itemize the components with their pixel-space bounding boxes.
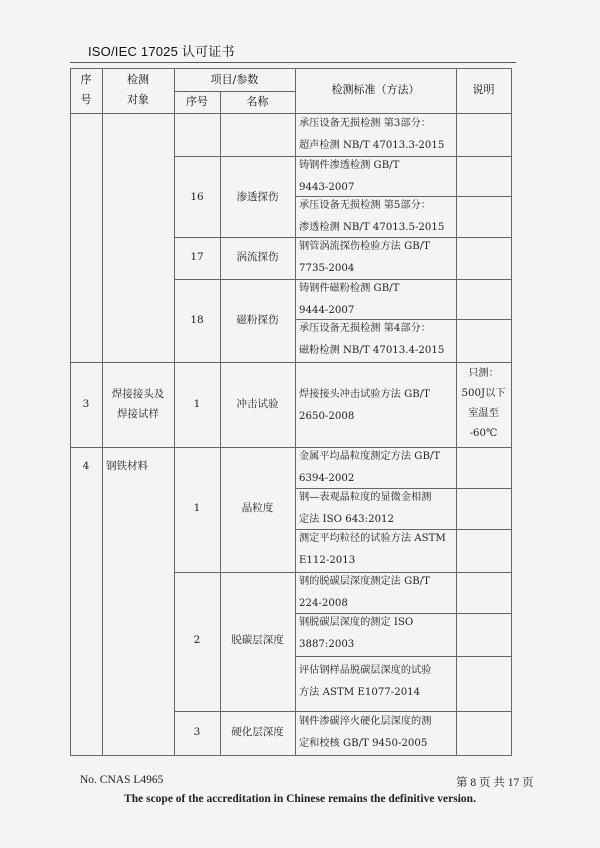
header-item-param: 项目/参数 — [210, 73, 259, 86]
table-border-top — [70, 68, 512, 69]
item-name: 晶粒度 — [241, 502, 274, 514]
item-no: 18 — [190, 314, 204, 326]
item-no: 1 — [193, 502, 201, 514]
row-object: 焊接接头及 焊接试样 — [111, 388, 165, 420]
standard-cell: 钢件渗碳淬火硬化层深度的测 定和校核 GB/T 9450-2005 — [299, 716, 432, 749]
table-border-right — [511, 68, 512, 756]
item-name: 脱碳层深度 — [231, 634, 284, 646]
item-no: 3 — [193, 726, 201, 738]
standard-cell: 钢—表观晶粒度的显微金相测 定法 ISO 643:2012 — [299, 492, 432, 525]
standard-cell: 承压设备无损检测 第5部分： 渗透检测 NB/T 47013.5-2015 — [299, 200, 445, 233]
standard-cell: 钢脱碳层深度的测定 ISO 3887:2003 — [299, 617, 414, 650]
row-seq: 3 — [82, 398, 90, 410]
row-seq: 4 — [82, 460, 90, 472]
header-item-name: 名称 — [246, 95, 269, 108]
certificate-number: No. CNAS L4965 — [80, 774, 164, 786]
row-divider — [295, 656, 511, 657]
standard-cell: 评估钢样品脱碳层深度的试验 方法 ASTM E1077-2014 — [299, 665, 432, 698]
item-name: 冲击试验 — [236, 398, 279, 410]
item-name: 涡流探伤 — [236, 251, 279, 263]
row-object: 钢铁材料 — [106, 460, 148, 472]
item-name: 硬化层深度 — [231, 726, 284, 738]
item-name: 渗透探伤 — [236, 191, 279, 203]
header-standard: 检测标准（方法） — [331, 83, 420, 96]
standard-cell: 焊接接头冲击试验方法 GB/T 2650-2008 — [299, 389, 430, 422]
item-no: 17 — [190, 251, 204, 263]
header-object: 检测 对象 — [127, 73, 149, 106]
standard-cell: 铸钢件渗透检测 GB/T 9443-2007 — [299, 160, 400, 193]
standard-cell: 钢管涡流探伤检验方法 GB/T 7735-2004 — [299, 241, 430, 274]
standard-cell: 钢的脱碳层深度测定法 GB/T 224-2008 — [299, 576, 430, 609]
standard-cell: 金属平均晶粒度测定方法 GB/T 6394-2002 — [299, 451, 441, 484]
header-item-seq: 序号 — [186, 95, 208, 108]
header-note: 说明 — [472, 83, 495, 96]
standard-cell: 承压设备无损检测 第3部分： 超声检测 NB/T 47013.3-2015 — [299, 118, 445, 151]
header-seq: 序 号 — [80, 73, 92, 106]
standard-cell: 测定平均粒径的试验方法 ASTM E112-2013 — [299, 533, 446, 566]
item-name: 磁粉探伤 — [236, 314, 279, 326]
standard-cell: 承压设备无损检测 第4部分： 磁粉检测 NB/T 47013.4-2015 — [299, 323, 445, 356]
page-number: 第 8 页 共 17 页 — [456, 777, 534, 789]
item-no: 16 — [190, 191, 204, 203]
note-cell: 只测： 500J以下 室温至 -60℃ — [461, 368, 506, 439]
item-no: 2 — [193, 634, 201, 646]
standard-cell: 铸钢件磁粉检测 GB/T 9444-2007 — [299, 283, 400, 316]
row-divider — [70, 362, 512, 363]
table-border-bottom — [70, 755, 512, 756]
definitive-version-note: The scope of the accreditation in Chinese remains the definitive version. — [124, 793, 476, 805]
document-header: ISO/IEC 17025 认可证书 — [88, 44, 235, 59]
item-no: 1 — [193, 398, 201, 410]
